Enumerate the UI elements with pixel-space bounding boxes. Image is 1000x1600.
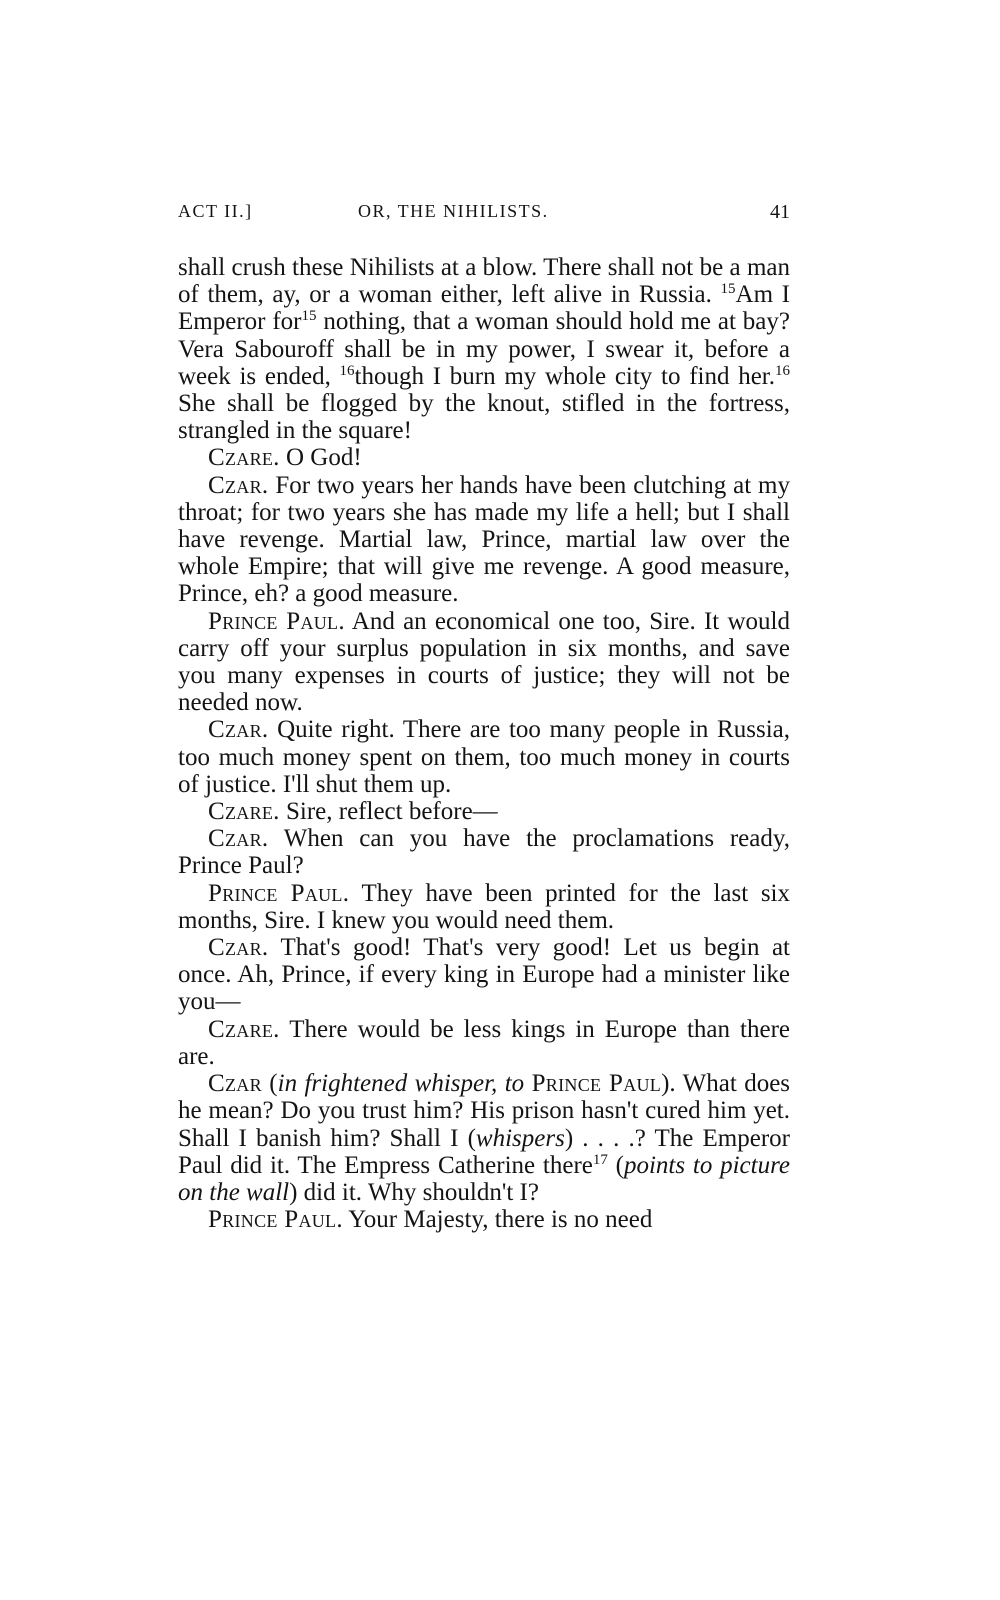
text-run: There would be less kings in Europe than there are. xyxy=(178,1015,790,1070)
text-run: That's good! That's very good! Let us begin at once. Ah, Prince, if every king in Europe had a minister like you— xyxy=(178,934,790,1016)
paragraph xyxy=(178,798,790,825)
text-run: Quite right. There are too many people in Russia, too much money spent on them, too much money in courts of justice. I'll shut them up. xyxy=(178,716,790,798)
paragraph xyxy=(178,880,790,934)
speaker-name: Prince Paul xyxy=(531,1070,662,1098)
text-run: ) . . . .? The Emperor Paul did it. The Empress Catherine there xyxy=(178,1124,790,1179)
note-marker: 15 xyxy=(301,308,317,325)
text-run: ). What does he mean? Do you trust him? His prison hasn't cured him yet. Shall I banish him? Shall I ( xyxy=(178,1070,791,1152)
paragraph xyxy=(178,1206,790,1233)
speaker-name: Czare. xyxy=(208,1015,280,1043)
speaker-name: Czar xyxy=(208,1070,262,1098)
text-run: ( xyxy=(607,1151,624,1179)
text-run: nothing, that a woman should hold me at bay? Vera Sabouroff shall be in my power, I swear it, before a week is ended, xyxy=(178,308,790,390)
text-run: ( xyxy=(261,1070,278,1098)
paragraph xyxy=(178,934,790,1016)
note-marker: 17 xyxy=(592,1151,608,1168)
text-run: ) did it. Why shouldn't I? xyxy=(289,1178,539,1206)
body-text xyxy=(178,254,790,1233)
text-run: They have been printed for the last six months, Sire. I knew you would need them. xyxy=(178,879,790,934)
act-label: ACT II.] xyxy=(178,201,253,221)
paragraph xyxy=(178,716,790,798)
speaker-name: Prince Paul. xyxy=(208,879,350,907)
paragraph xyxy=(178,1016,790,1070)
text-run: Am I Emperor for xyxy=(178,281,791,336)
text-run: O God! xyxy=(279,444,362,472)
speaker-name: Czare. xyxy=(208,444,280,472)
text-run: For two years her hands have been clutching at my throat; for two years she has made my life a hell; but I shall have revenge. Martial law, Prince, martial law over the whole Empire; that will give me revenge. A good measure, Prince, eh? a good measure. xyxy=(178,471,790,608)
speaker-name: Czar. xyxy=(208,471,269,499)
text-run: Sire, reflect before— xyxy=(279,798,498,826)
note-marker: 16 xyxy=(339,362,355,379)
note-marker: 16 xyxy=(775,362,790,379)
text-run: shall crush these Nihilists at a blow. There shall not be a man of them, ay, or a woman either, left alive in Russia. xyxy=(178,254,790,309)
paragraph xyxy=(178,825,790,879)
speaker-name: Czare. xyxy=(208,798,280,826)
speaker-name: Czar. xyxy=(208,934,269,962)
paragraph xyxy=(178,608,790,717)
stage-direction: whispers xyxy=(475,1124,565,1152)
speaker-name: Prince Paul. xyxy=(208,607,345,635)
speaker-name: Prince Paul. xyxy=(208,1206,343,1234)
text-run: though I burn my whole city to find her. xyxy=(354,362,775,390)
running-title: OR, THE NIHILISTS. xyxy=(358,201,549,221)
paragraph xyxy=(178,254,790,444)
speaker-name: Czar. xyxy=(208,716,269,744)
paragraph xyxy=(178,444,790,471)
text-run: She shall be flogged by the knout, stifled in the fortress, strangled in the square! xyxy=(178,390,790,445)
page-number: 41 xyxy=(770,201,790,223)
paragraph xyxy=(178,472,790,608)
running-header xyxy=(178,201,790,231)
stage-direction: points to picture on the wall xyxy=(178,1151,790,1206)
text-run xyxy=(524,1070,531,1097)
paragraph xyxy=(178,1070,790,1206)
text-run: Your Majesty, there is no need xyxy=(342,1206,653,1234)
speaker-name: Czar. xyxy=(208,825,269,853)
stage-direction: in frightened whisper, to xyxy=(277,1070,525,1098)
text-run: And an economical one too, Sire. It would carry off your surplus population in six months, and save you many expenses in courts of justice; they will not be needed now. xyxy=(178,607,790,717)
note-marker: 15 xyxy=(720,281,736,298)
text-run: When can you have the proclamations ready, Prince Paul? xyxy=(178,825,790,880)
